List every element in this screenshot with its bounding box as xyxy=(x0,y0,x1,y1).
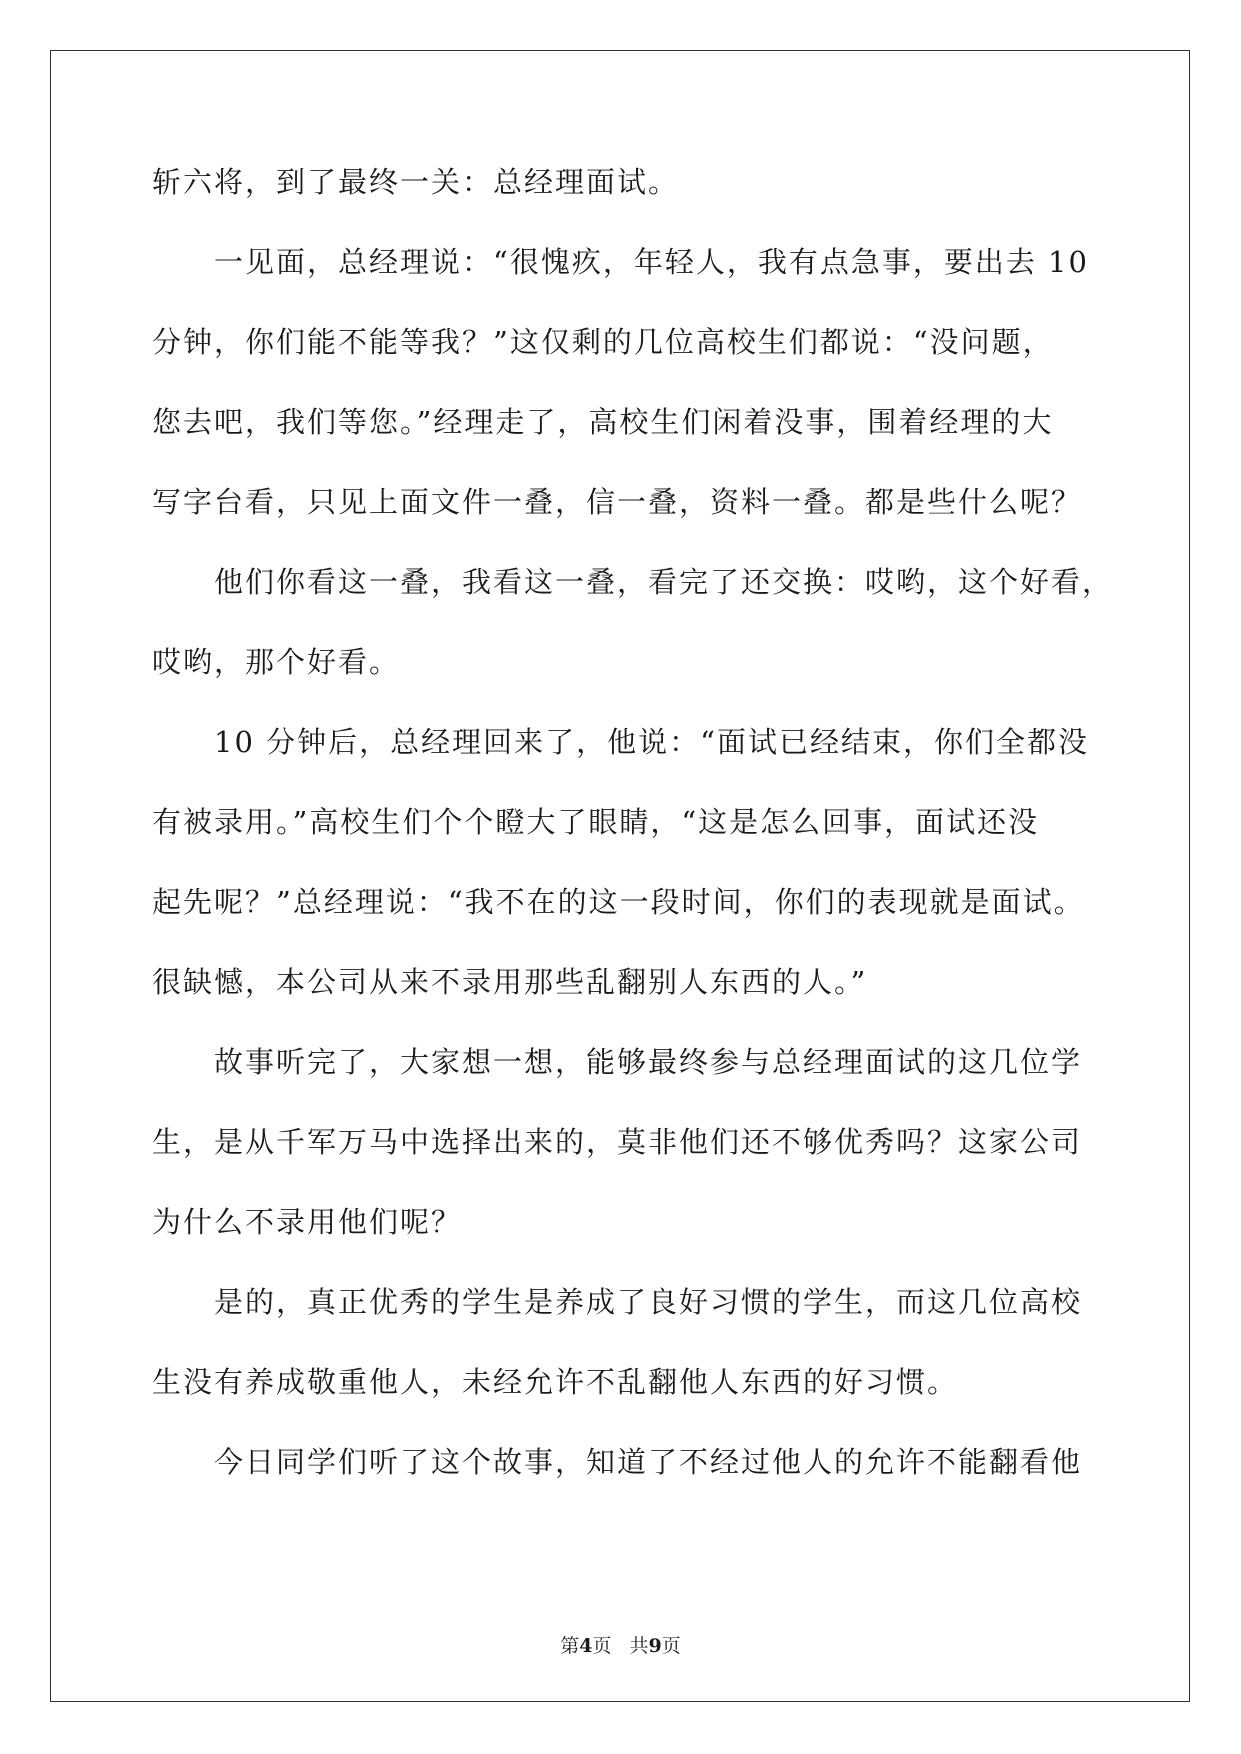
text-line: 分钟，你们能不能等我？”这仅剩的几位高校生们都说：“没问题， xyxy=(152,325,1054,359)
text-line: 写字台看，只见上面文件一叠，信一叠，资料一叠。都是些什么呢？ xyxy=(152,485,1083,519)
paragraph-start-line: 是的，真正优秀的学生是养成了良好习惯的学生，而这几位高校 xyxy=(214,1285,1083,1319)
paragraph-start-line: 他们你看这一叠，我看这一叠，看完了还交换：哎哟，这个好看， xyxy=(214,565,1114,599)
paragraph-start-line: 一见面，总经理说：“很愧疚，年轻人，我有点急事，要出去 10 xyxy=(214,245,1089,279)
text-line: 哎哟，那个好看。 xyxy=(152,645,401,679)
total-prefix: 共 xyxy=(629,1635,649,1657)
paragraph-start-line: 故事听完了，大家想一想，能够最终参与总经理面试的这几位学 xyxy=(214,1045,1083,1079)
paragraph-start-line: 10 分钟后，总经理回来了，他说：“面试已经结束，你们全都没 xyxy=(214,725,1089,759)
text-line: 起先呢？”总经理说：“我不在的这一段时间，你们的表现就是面试。 xyxy=(152,885,1085,919)
paragraph-start-line: 今日同学们听了这个故事，知道了不经过他人的允许不能翻看他 xyxy=(214,1445,1083,1479)
text-line: 斩六将，到了最终一关：总经理面试。 xyxy=(152,165,680,199)
document-body xyxy=(152,160,1114,1520)
total-page-number: 9 xyxy=(648,1635,662,1657)
page-unit: 页 xyxy=(592,1635,612,1657)
page-prefix: 第 xyxy=(560,1635,580,1657)
text-line: 生，是从千军万马中选择出来的，莫非他们还不够优秀吗？这家公司 xyxy=(152,1125,1083,1159)
text-line: 为什么不录用他们呢？ xyxy=(152,1205,463,1239)
page-footer xyxy=(0,1634,1241,1658)
text-line: 您去吧，我们等您。”经理走了，高校生们闲着没事，围着经理的大 xyxy=(152,405,1054,439)
text-line: 有被录用。”高校生们个个瞪大了眼睛，“这是怎么回事，面试还没 xyxy=(152,805,1040,839)
text-line: 生没有养成敬重他人，未经允许不乱翻他人东西的好习惯。 xyxy=(152,1365,959,1399)
current-page-number: 4 xyxy=(579,1635,593,1657)
total-unit: 页 xyxy=(661,1635,681,1657)
text-line: 很缺憾，本公司从来不录用那些乱翻别人东西的人。” xyxy=(152,965,868,999)
